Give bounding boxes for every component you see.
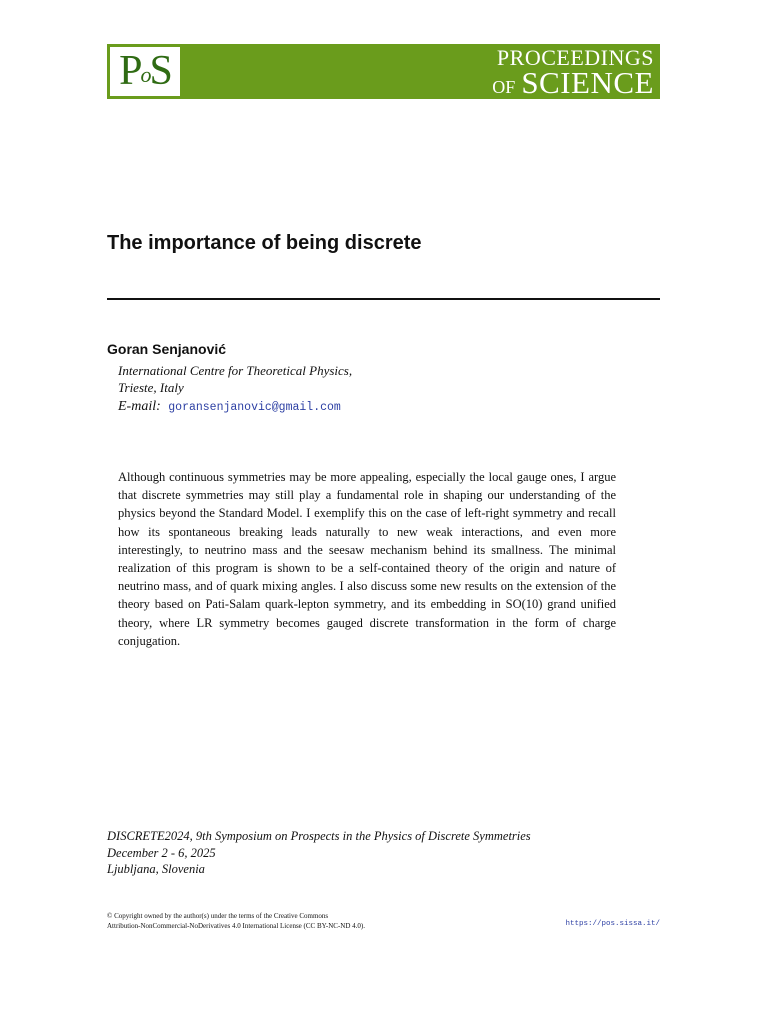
logo-letter-s: S (149, 48, 171, 94)
author-email-line (118, 399, 341, 415)
conference-dates: December 2 - 6, 2025 (107, 845, 216, 860)
pos-header-banner (107, 44, 660, 99)
logo-letter-p: P (119, 48, 141, 94)
pos-logo-text (110, 47, 180, 96)
abstract-text: Although continuous symmetries may be more appealing, especially the local gauge ones, I argue that discrete symmetries may still play a fundamental role in shaping our understanding of the physics beyond the Standard Model. I exemplify this on the case of left-right symmetry and recall how its spontaneous breaking leads naturally to new weak interactions, and even more interestingly, to neutrino mass and the seesaw mechanism behind its smallness. The minimal realization of this program is shown to be a self-contained theory of the origin and nature of neutrino mass, and of quark mixing angles. I also discuss some new results on the extension of the theory based on Pati-Salam quark-lepton symmetry, and its embedding in SO(10) grand unified theory, where LR symmetry becomes gauged discrete transformation in the form of charge conjugation. (118, 470, 616, 648)
author-email-link[interactable]: goransenjanovic@gmail.com (168, 401, 341, 414)
copyright-line-1: © Copyright owned by the author(s) under the terms of the Creative Commons (107, 912, 329, 920)
title-divider (107, 298, 660, 300)
affiliation-line-2: Trieste, Italy (118, 380, 184, 395)
publisher-of: OF (492, 77, 516, 97)
pos-url-link[interactable]: https://pos.sissa.it/ (565, 920, 660, 928)
conference-info (107, 828, 531, 878)
affiliation-line-1: International Centre for Theoretical Physics, (118, 363, 353, 378)
publisher-name-line1: PROCEEDINGS (496, 45, 654, 70)
logo-letter-o: o (140, 62, 150, 87)
conference-name: DISCRETE2024, 9th Symposium on Prospects in the Physics of Discrete Symmetries (107, 829, 531, 843)
copyright-line-2: Attribution-NonCommercial-NoDerivatives 4.0 International License (CC BY-NC-ND 4.0). (107, 922, 365, 930)
author-name: Goran Senjanović (107, 341, 227, 357)
paper-title: The importance of being discrete (107, 232, 422, 254)
publisher-name-line2 (492, 65, 654, 104)
publisher-science: SCIENCE (521, 65, 654, 100)
copyright-notice (107, 911, 365, 931)
conference-location: Ljubljana, Slovenia (107, 862, 205, 876)
email-label: E-mail: (118, 399, 161, 414)
author-affiliation (118, 362, 352, 396)
pos-logo (110, 47, 180, 96)
